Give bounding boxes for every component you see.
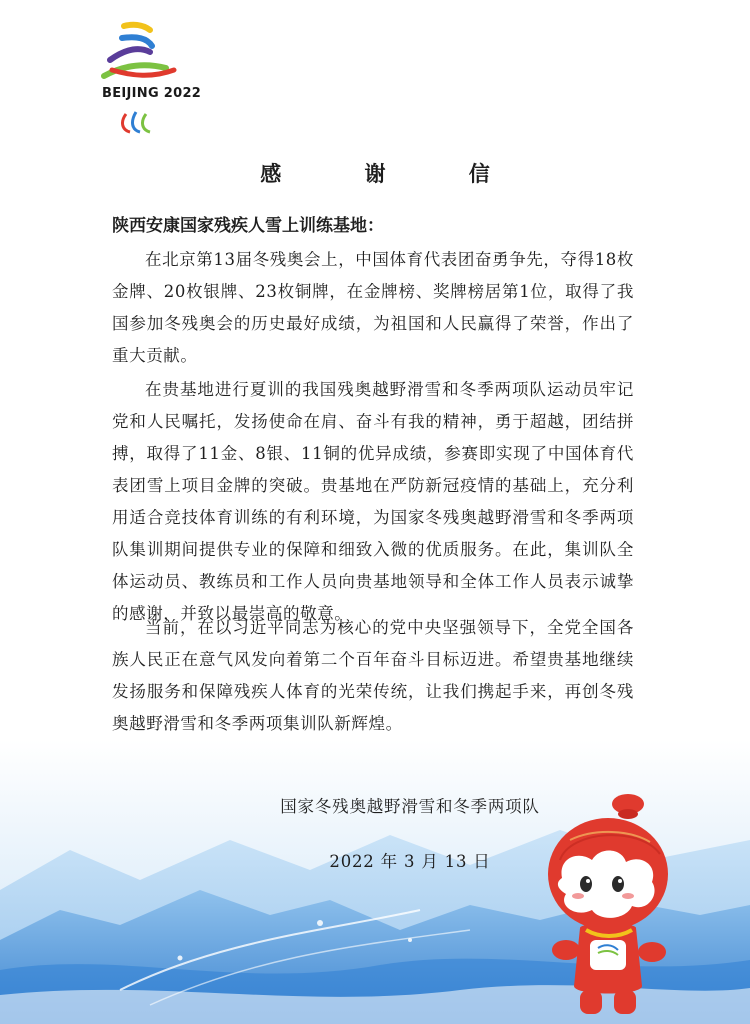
- paragraph-3: 当前，在以习近平同志为核心的党中央坚强领导下，全党全国各族人民正在意气风发向着第二个百年奋斗目标迈进。希望贵基地继续发扬服务和保障残疾人体育的光荣传统，让我们携起手来，再创冬残奥越野滑雪和冬季两项集训队新辉煌。: [112, 618, 634, 733]
- letter-salutation: 陕西安康国家残疾人雪上训练基地：: [112, 216, 384, 236]
- paragraph-2: 在贵基地进行夏训的我国残奥越野滑雪和冬季两项队运动员牢记党和人民嘱托，发扬使命在肩、奋斗有我的精神，勇于超越，团结拼搏，取得了11金、8银、11铜的优异成绩，参赛即实现了中国体育代表团雪上项目金牌的突破。贵基地在严防新冠疫情的基础上，充分利用适合竞技体育训练的有利环境，为国家冬残奥越野滑雪和冬季两项队集训期间提供专业的保障和细致入微的优质服务。在此，集训队全体运动员、教练员和工作人员向贵基地领导和全体工作人员表示诚挚的感谢，并致以最崇高的敬意。: [112, 380, 634, 623]
- emblem-wordmark: BEIJING 2022: [102, 86, 202, 101]
- letter-date: 2022 年 3 月 13 日: [329, 852, 491, 871]
- mascot-lantern-figure: [540, 790, 690, 1024]
- letter-title: 感 谢 信: [260, 161, 528, 186]
- letter-signature: 国家冬残奥越野滑雪和冬季两项队: [280, 797, 540, 816]
- beijing-2022-paralympic-emblem: [92, 18, 202, 148]
- paragraph-1: 在北京第13届冬残奥会上，中国体育代表团奋勇争先，夺得18枚金牌、20枚银牌、23枚铜牌，在金牌榜、奖牌榜居第1位，取得了我国参加冬残奥会的历史最好成绩，为祖国和人民赢得了荣誉，作出了重大贡献。: [112, 250, 634, 365]
